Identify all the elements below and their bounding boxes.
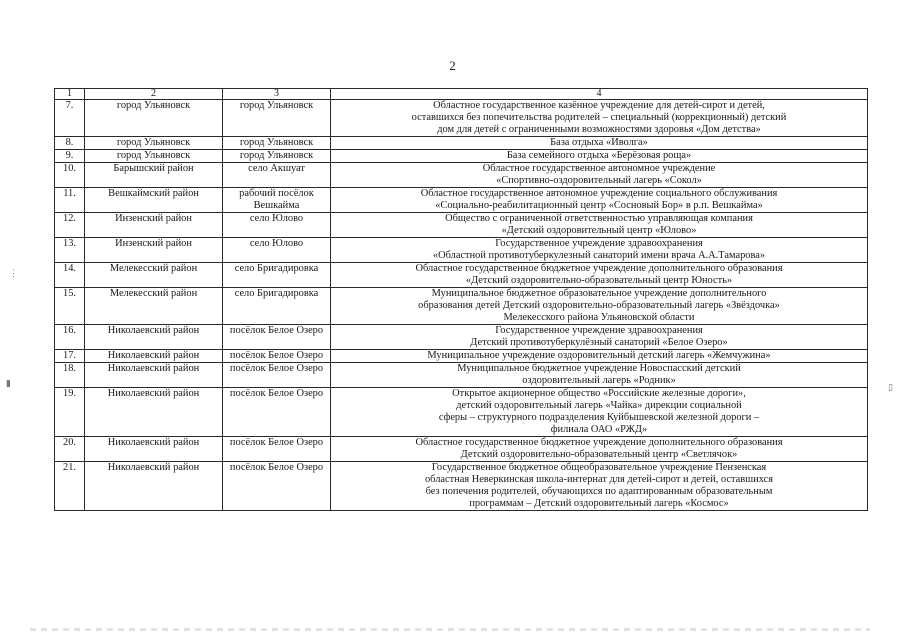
settlement-cell: город Ульяновск: [223, 100, 331, 137]
settlement-cell: посёлок Белое Озеро: [223, 462, 331, 511]
organization-cell: [331, 137, 868, 150]
organization-cell: [331, 437, 868, 462]
organization-line: «Социально-реабилитационный центр «Сосновый Бор» в р.п. Вешкайма»: [435, 200, 763, 211]
camps-table: [54, 88, 868, 511]
table-row: [55, 263, 868, 288]
district-cell: Вешкаймский район: [85, 188, 223, 213]
table-row: [55, 325, 868, 350]
organization-cell: [331, 188, 868, 213]
organization-line: «Областной противотуберкулезный санаторий имени врача А.А.Тамарова»: [432, 250, 766, 261]
table-row: [55, 137, 868, 150]
settlement-cell: посёлок Белое Озеро: [223, 388, 331, 437]
table-body: [55, 89, 868, 511]
row-number: 7.: [55, 100, 85, 137]
organization-cell: [331, 288, 868, 325]
row-number: 13.: [55, 238, 85, 263]
row-number: 16.: [55, 325, 85, 350]
row-number: 17.: [55, 350, 85, 363]
organization-line: Областное государственное казённое учреждение для детей-сирот и детей,: [433, 100, 765, 111]
table-row: [55, 437, 868, 462]
organization-line: Областное государственное автономное учреждение: [482, 163, 716, 174]
organization-line: Государственное бюджетное общеобразовательное учреждение Пензенская: [431, 462, 767, 473]
organization-line: Областное государственное бюджетное учреждение дополнительного образования: [415, 263, 783, 274]
organization-cell: [331, 462, 868, 511]
district-cell: Мелекесский район: [85, 288, 223, 325]
table-row: [55, 363, 868, 388]
table-row: [55, 288, 868, 325]
organization-line: «Детский оздоровительно-образовательный центр Юность»: [465, 275, 733, 286]
column-number-row: [55, 89, 868, 100]
organization-line: дом для детей с ограниченными возможностями здоровья «Дом детства»: [437, 124, 761, 135]
organization-cell: [331, 263, 868, 288]
settlement-cell: рабочий посёлок Вешкайма: [223, 188, 331, 213]
settlement-cell: село Юлово: [223, 213, 331, 238]
organization-line: Муниципальное бюджетное образовательное учреждение дополнительного: [431, 288, 767, 299]
organization-cell: [331, 150, 868, 163]
district-cell: Мелекесский район: [85, 263, 223, 288]
district-cell: город Ульяновск: [85, 150, 223, 163]
organization-line: оздоровительный лагерь «Родник»: [522, 375, 676, 386]
table-row: [55, 388, 868, 437]
organization-line: без попечения родителей, обучающихся по адаптированным образовательным: [425, 486, 773, 497]
organization-line: База семейного отдыха «Берёзовая роща»: [506, 150, 692, 161]
table-row: [55, 100, 868, 137]
organization-cell: [331, 388, 868, 437]
column-number-2: 2: [85, 89, 223, 100]
organization-line: «Детский оздоровительный центр «Юлово»: [501, 225, 697, 236]
row-number: 8.: [55, 137, 85, 150]
district-cell: Инзенский район: [85, 238, 223, 263]
organization-cell: [331, 350, 868, 363]
scan-mark: ▮: [6, 378, 11, 388]
row-number: 14.: [55, 263, 85, 288]
table-row: [55, 150, 868, 163]
organization-line: Детский оздоровительно-образовательный центр «Светлячок»: [460, 449, 738, 460]
settlement-cell: посёлок Белое Озеро: [223, 363, 331, 388]
settlement-cell: посёлок Белое Озеро: [223, 350, 331, 363]
organization-line: программам – Детский оздоровительный лагерь «Космос»: [469, 498, 729, 509]
table-row: [55, 213, 868, 238]
organization-line: Общество с ограниченной ответственностью управляющая компания: [445, 213, 753, 224]
organization-cell: [331, 325, 868, 350]
district-cell: Николаевский район: [85, 363, 223, 388]
row-number: 11.: [55, 188, 85, 213]
row-number: 21.: [55, 462, 85, 511]
table-row: [55, 350, 868, 363]
row-number: 20.: [55, 437, 85, 462]
settlement-cell: село Бригадировка: [223, 288, 331, 325]
organization-line: «Спортивно-оздоровительный лагерь «Сокол»: [496, 175, 702, 186]
district-cell: Николаевский район: [85, 325, 223, 350]
settlement-cell: город Ульяновск: [223, 150, 331, 163]
organization-line: Государственное учреждение здравоохранения: [495, 238, 703, 249]
district-cell: Николаевский район: [85, 462, 223, 511]
district-cell: город Ульяновск: [85, 137, 223, 150]
table-row: [55, 238, 868, 263]
settlement-cell: село Акшуат: [223, 163, 331, 188]
column-number-4: 4: [331, 89, 868, 100]
organization-cell: [331, 238, 868, 263]
table-row: [55, 163, 868, 188]
organization-line: Государственное учреждение здравоохранения: [495, 325, 703, 336]
organization-line: Областное государственное автономное учреждение социального обслуживания: [420, 188, 778, 199]
row-number: 12.: [55, 213, 85, 238]
organization-cell: [331, 213, 868, 238]
row-number: 10.: [55, 163, 85, 188]
organization-line: Муниципальное бюджетное учреждение Новоспасский детский: [457, 363, 741, 374]
district-cell: Николаевский район: [85, 388, 223, 437]
organization-cell: [331, 163, 868, 188]
organization-line: Открытое акционерное общество «Российские железные дороги»,: [452, 388, 746, 399]
organization-cell: [331, 100, 868, 137]
organization-line: Областное государственное бюджетное учреждение дополнительного образования: [415, 437, 783, 448]
scan-mark: ▯: [888, 382, 893, 392]
settlement-cell: город Ульяновск: [223, 137, 331, 150]
table-row: [55, 188, 868, 213]
organization-line: оставшихся без попечительства родителей – специальный (коррекционный) детский: [411, 112, 787, 123]
district-cell: Инзенский район: [85, 213, 223, 238]
settlement-cell: посёлок Белое Озеро: [223, 325, 331, 350]
row-number: 19.: [55, 388, 85, 437]
settlement-cell: посёлок Белое Озеро: [223, 437, 331, 462]
row-number: 9.: [55, 150, 85, 163]
settlement-cell: село Юлово: [223, 238, 331, 263]
organization-cell: [331, 363, 868, 388]
column-number-1: 1: [55, 89, 85, 100]
table-row: [55, 462, 868, 511]
district-cell: Николаевский район: [85, 437, 223, 462]
district-cell: Барышский район: [85, 163, 223, 188]
organization-line: филиала ОАО «РЖД»: [550, 424, 648, 435]
organization-line: областная Неверкинская школа-интернат для детей-сирот и детей, оставшихся: [424, 474, 774, 485]
organization-line: База отдыха «Иволга»: [550, 137, 648, 148]
district-cell: Николаевский район: [85, 350, 223, 363]
organization-line: Мелекесского района Ульяновской области: [503, 312, 695, 323]
organization-line: Детский противотуберкулёзный санаторий «Белое Озеро»: [470, 337, 728, 348]
scan-noise: [30, 628, 870, 631]
organization-line: детский оздоровительный лагерь «Чайка» дирекции социальной: [456, 400, 742, 411]
settlement-cell: село Бригадировка: [223, 263, 331, 288]
column-number-3: 3: [223, 89, 331, 100]
row-number: 15.: [55, 288, 85, 325]
organization-line: сферы – структурного подразделения Куйбышевской железной дороги –: [438, 412, 760, 423]
row-number: 18.: [55, 363, 85, 388]
district-cell: город Ульяновск: [85, 100, 223, 137]
organization-line: образования детей Детский оздоровительно-образовательный лагерь «Звёздочка»: [418, 300, 780, 311]
organization-line: Муниципальное учреждение оздоровительный детский лагерь «Жемчужина»: [427, 350, 771, 361]
scan-mark: ⋮: [9, 268, 18, 278]
page-number: 2: [449, 58, 456, 73]
